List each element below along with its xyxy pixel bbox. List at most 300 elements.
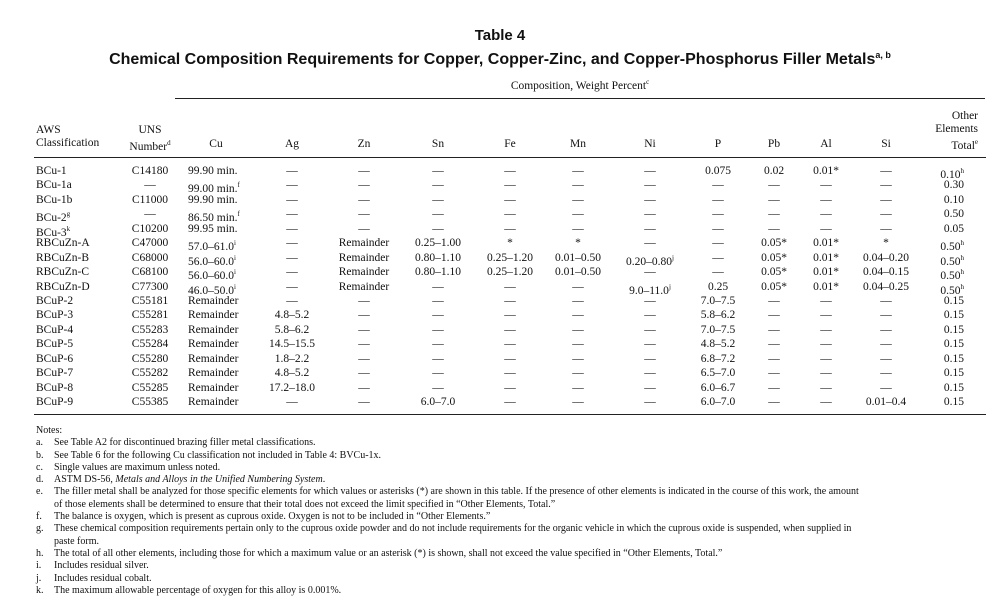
header-rule	[34, 157, 986, 158]
cell-p: 6.8–7.2	[700, 352, 736, 365]
cell-fe: 0.25–1.20	[487, 251, 533, 264]
cell-si: —	[880, 222, 892, 235]
cell-ni: —	[644, 193, 656, 206]
note-text: These chemical composition requirements pertain only to the cuprous oxide powder and do not include requirements for the organic vehicle in which the cuprous oxide is suspended, when supplied in	[54, 523, 852, 535]
cell-cu: 56.0–60.0$^i$	[188, 268, 236, 282]
cell-ag: —	[286, 280, 298, 293]
cell-other: 0.50	[943, 208, 964, 221]
cell-p: —	[712, 222, 724, 235]
cell-al: 0.01*	[813, 165, 839, 177]
cell-pb: —	[768, 338, 780, 351]
cell-ni: —	[644, 309, 656, 322]
composition-rule	[175, 98, 985, 99]
cell-ag: —	[286, 193, 298, 206]
note-text: The total of all other elements, including those for which a maximum value or an asterisk (*) is shown, shall not exceed the value specified in “Other Elements, Total.”	[54, 547, 723, 559]
cell-zn: —	[358, 323, 370, 336]
note-letter: g.	[36, 523, 44, 535]
cell-si: —	[880, 309, 892, 322]
cell-aws: BCu-1	[36, 165, 67, 177]
cell-si: —	[880, 352, 892, 365]
table-row	[0, 207, 1000, 225]
cell-sn: —	[432, 193, 444, 206]
cell-pb: —	[768, 222, 780, 235]
cell-mn: —	[572, 294, 584, 307]
cell-cu: 99.00 min.$^f$	[188, 181, 240, 196]
note-item	[36, 462, 986, 474]
note-item	[36, 560, 986, 572]
cell-cu: Remainder	[188, 294, 239, 307]
table-row	[0, 352, 1000, 366]
note-letter: j.	[36, 572, 42, 584]
header-al: Al	[820, 138, 832, 150]
cell-zn: Remainder	[338, 237, 390, 250]
cell-mn: —	[572, 323, 584, 336]
cell-p: 0.075	[705, 165, 731, 177]
cell-ag: 4.8–5.2	[274, 309, 310, 322]
cell-si: —	[880, 381, 892, 394]
note-letter: k.	[36, 584, 44, 596]
note-text: Includes residual cobalt.	[54, 572, 152, 584]
notes-heading: Notes:	[36, 425, 63, 436]
cell-si: —	[880, 179, 892, 192]
cell-sn: —	[432, 309, 444, 322]
cell-al: —	[820, 323, 832, 336]
cell-ni: —	[644, 237, 656, 250]
cell-aws: BCuP-3	[36, 309, 74, 322]
cell-al: —	[820, 179, 832, 192]
cell-fe: —	[504, 352, 516, 365]
cell-sn: —	[432, 367, 444, 380]
note-tail: .	[322, 474, 326, 486]
cell-ni: —	[644, 338, 656, 351]
cell-ag: —	[286, 237, 298, 250]
cell-p: —	[712, 179, 724, 192]
cell-ag: —	[286, 251, 298, 264]
cell-ni: —	[644, 165, 656, 177]
note-text: The balance is oxygen, which is present as cuprous oxide. Oxygen is not to be included in “Other Elements.”	[54, 511, 491, 523]
cell-sn: 0.80–1.10	[415, 251, 461, 264]
cell-uns: C11000	[132, 193, 168, 206]
cell-other: 0.15	[943, 352, 964, 365]
cell-aws: BCuP-2	[36, 294, 74, 307]
table-row	[0, 395, 1000, 409]
cell-uns: C55280	[131, 352, 169, 365]
cell-pb: —	[768, 208, 780, 221]
cell-cu: Remainder	[188, 352, 239, 365]
cell-ni: —	[644, 222, 656, 235]
cell-si: —	[880, 165, 892, 177]
cell-uns: C55284	[131, 338, 169, 351]
cell-cu: Remainder	[188, 338, 239, 351]
cell-p: 6.0–7.0	[700, 396, 736, 408]
cell-mn: —	[572, 222, 584, 235]
header-pb: Pb	[767, 138, 781, 150]
cell-cu: Remainder	[188, 381, 239, 394]
header-sn: Sn	[431, 138, 445, 150]
cell-other: 0.15	[943, 381, 964, 394]
cell-zn: —	[358, 396, 370, 408]
cell-fe: —	[504, 165, 516, 177]
table-number: Table 4	[474, 27, 526, 44]
note-item	[36, 523, 986, 535]
cell-cu: 56.0–60.0$^i$	[188, 253, 236, 268]
note-text: Single values are maximum unless noted.	[54, 461, 221, 473]
cell-p: —	[712, 266, 724, 279]
cell-al: —	[820, 396, 832, 408]
cell-zn: —	[358, 179, 370, 192]
cell-mn: —	[572, 352, 584, 365]
cell-al: —	[820, 352, 832, 365]
cell-al: —	[820, 309, 832, 322]
cell-ni: —	[644, 179, 656, 192]
cell-other: 0.15	[943, 396, 964, 408]
cell-p: —	[712, 251, 724, 264]
cell-pb: 0.02	[763, 165, 785, 177]
cell-zn: Remainder	[338, 266, 390, 279]
cell-other: 0.50$^h$	[940, 253, 964, 268]
header-mn: Mn	[570, 138, 586, 150]
cell-sn: —	[432, 280, 444, 293]
table-title	[0, 26, 1000, 70]
cell-si: —	[880, 294, 892, 307]
table-row	[0, 323, 1000, 337]
cell-mn: —	[572, 208, 584, 221]
note-item	[36, 585, 986, 597]
cell-ag: —	[286, 266, 298, 279]
cell-zn: —	[358, 352, 370, 365]
caption-footnote-marks: a, b	[875, 50, 891, 60]
cell-sn: 6.0–7.0	[420, 396, 456, 408]
table-row	[0, 337, 1000, 351]
cell-zn: Remainder	[338, 280, 390, 293]
cell-pb: —	[768, 309, 780, 322]
cell-mn: *	[575, 237, 581, 250]
cell-fe: —	[504, 280, 516, 293]
cell-mn: —	[572, 309, 584, 322]
note-item	[36, 573, 986, 585]
cell-aws: BCu-3$^k$	[36, 224, 71, 239]
cell-uns: C68100	[131, 266, 169, 279]
cell-ni: —	[644, 294, 656, 307]
note-letter: h.	[36, 547, 44, 559]
cell-ni: —	[644, 367, 656, 380]
cell-si: 0.04–0.15	[863, 266, 909, 279]
cell-uns: C55283	[131, 323, 169, 336]
cell-al: 0.01*	[813, 266, 839, 279]
cell-zn: Remainder	[338, 251, 390, 264]
cell-aws: BCu-1a	[36, 179, 72, 192]
cell-aws: BCuP-9	[36, 396, 74, 408]
cell-sn: 0.80–1.10	[415, 266, 461, 279]
cell-sn: —	[432, 165, 444, 177]
cell-uns: C77300	[131, 280, 169, 293]
cell-fe: —	[504, 367, 516, 380]
cell-fe: —	[504, 294, 516, 307]
cell-cu: 46.0–50.0$^i$	[188, 282, 236, 297]
cell-aws: BCu-1b	[36, 193, 73, 206]
cell-uns: —	[144, 179, 156, 192]
cell-ni: —	[644, 381, 656, 394]
cell-p: 6.5–7.0	[700, 367, 736, 380]
note-item	[36, 450, 986, 462]
table-row	[0, 251, 1000, 268]
header-fe: Fe	[504, 138, 516, 150]
note-text: The maximum allowable percentage of oxygen for this alloy is 0.001%.	[54, 584, 342, 596]
cell-cu: Remainder	[188, 323, 239, 336]
cell-si: —	[880, 193, 892, 206]
cell-fe: —	[504, 338, 516, 351]
cell-sn: —	[432, 179, 444, 192]
cell-cu: Remainder	[188, 309, 239, 322]
cell-sn: —	[432, 338, 444, 351]
cell-al: 0.01*	[813, 237, 839, 250]
cell-sn: —	[432, 381, 444, 394]
cell-mn: —	[572, 381, 584, 394]
cell-ag: 5.8–6.2	[274, 323, 310, 336]
cell-si: —	[880, 208, 892, 221]
cell-cu: 57.0–61.0$^i$	[188, 239, 236, 254]
note-text: Includes residual silver.	[54, 560, 149, 572]
cell-fe: —	[504, 381, 516, 394]
cell-zn: —	[358, 193, 370, 206]
note-continuation: paste form.	[54, 535, 99, 547]
cell-sn: —	[432, 222, 444, 235]
header-aws: AWS Classification	[36, 124, 100, 149]
cell-ag: —	[286, 294, 298, 307]
cell-aws: BCu-2$^g$	[36, 210, 71, 225]
note-item	[36, 486, 986, 498]
note-italic-text: Metals and Alloys in the Unified Numbering System	[115, 474, 323, 486]
cell-other: 0.50$^h$	[940, 239, 964, 254]
note-letter: i.	[36, 560, 42, 572]
cell-sn: —	[432, 208, 444, 221]
cell-aws: RBCuZn-B	[36, 251, 90, 264]
table-row	[0, 222, 1000, 239]
cell-al: —	[820, 208, 832, 221]
cell-pb: —	[768, 193, 780, 206]
cell-mn: —	[572, 367, 584, 380]
cell-fe: —	[504, 396, 516, 408]
cell-mn: 0.01–0.50	[555, 251, 601, 264]
cell-uns: C14180	[131, 165, 169, 177]
cell-mn: —	[572, 338, 584, 351]
note-letter: b.	[36, 449, 44, 461]
cell-al: —	[820, 381, 832, 394]
cell-aws: BCuP-5	[36, 338, 74, 351]
cell-si: *	[883, 237, 889, 250]
cell-ni: —	[644, 323, 656, 336]
cell-uns: C68000	[131, 251, 169, 264]
cell-fe: —	[504, 193, 516, 206]
cell-zn: —	[358, 222, 370, 235]
cell-cu: 99.90 min.	[188, 165, 238, 177]
note-continuation: of those elements shall be determined to ensure that their total does not exceed the limit specified in “Other Elements, Total.”	[54, 498, 556, 510]
cell-al: —	[820, 222, 832, 235]
note-text: The filler metal shall be analyzed for those specific elements for which values or asterisks (*) are shown in this table. If the presence of other elements is indicated in the course of this work, the amount	[54, 486, 859, 498]
note-item	[36, 511, 986, 523]
header-ag: Ag	[284, 138, 300, 150]
cell-ag: —	[286, 222, 298, 235]
cell-si: 0.04–0.20	[863, 251, 909, 264]
cell-other: 0.15	[943, 309, 964, 322]
cell-al: 0.01*	[813, 251, 839, 264]
cell-pb: —	[768, 367, 780, 380]
cell-zn: —	[358, 294, 370, 307]
cell-ag: —	[286, 179, 298, 192]
cell-fe: 0.25–1.20	[487, 266, 533, 279]
header-cu: Cu	[209, 138, 223, 150]
header-si: Si	[881, 138, 891, 150]
cell-ni: 9.0–11.0$^j$	[629, 282, 671, 297]
table-row	[0, 193, 1000, 207]
cell-aws: RBCuZn-D	[36, 280, 90, 293]
note-item	[36, 548, 986, 560]
cell-pb: 0.05*	[761, 251, 787, 264]
cell-mn: —	[572, 193, 584, 206]
cell-pb: —	[768, 323, 780, 336]
cell-fe: —	[504, 323, 516, 336]
cell-mn: —	[572, 280, 584, 293]
notes-list	[36, 437, 986, 597]
cell-other: 0.05	[943, 222, 964, 235]
table-row	[0, 294, 1000, 308]
cell-mn: —	[572, 165, 584, 177]
cell-ni: 0.20–0.80$^j$	[626, 253, 674, 268]
cell-uns: C10200	[131, 222, 169, 235]
cell-pb: —	[768, 396, 780, 408]
cell-mn: —	[572, 396, 584, 408]
cell-ni: —	[644, 396, 656, 408]
cell-aws: RBCuZn-A	[36, 237, 90, 250]
cell-ni: —	[644, 352, 656, 365]
cell-pb: —	[768, 352, 780, 365]
table-row	[0, 280, 1000, 297]
cell-other: 0.15	[943, 294, 964, 307]
cell-other: 0.10	[943, 193, 964, 206]
cell-ag: —	[286, 208, 298, 221]
table-caption: Chemical Composition Requirements for Copper, Copper-Zinc, and Copper-Phosphorus Filler Metals$^{a, b}$	[109, 50, 891, 68]
cell-si: 0.04–0.25	[863, 280, 909, 293]
cell-ag: 14.5–15.5	[269, 338, 315, 351]
cell-al: 0.01*	[813, 280, 839, 293]
cell-uns: C47000	[131, 237, 169, 250]
cell-p: —	[712, 193, 724, 206]
cell-uns: C55282	[131, 367, 169, 380]
note-letter: f.	[36, 511, 42, 523]
cell-ag: 17.2–18.0	[269, 381, 315, 394]
cell-fe: —	[504, 179, 516, 192]
cell-p: —	[712, 208, 724, 221]
cell-sn: 0.25–1.00	[415, 237, 461, 250]
cell-p: 7.0–7.5	[700, 323, 736, 336]
cell-zn: —	[358, 338, 370, 351]
cell-pb: 0.05*	[761, 237, 787, 250]
cell-uns: C55385	[131, 396, 169, 408]
table-row	[0, 236, 1000, 254]
cell-cu: Remainder	[188, 396, 239, 408]
cell-p: 6.0–6.7	[700, 381, 736, 394]
cell-p: —	[712, 237, 724, 250]
cell-aws: BCuP-4	[36, 323, 74, 336]
table-row	[0, 366, 1000, 380]
cell-pb: 0.05*	[761, 266, 787, 279]
table-row	[0, 178, 1000, 196]
cell-mn: —	[572, 179, 584, 192]
table-body	[0, 164, 1000, 409]
cell-ni: —	[644, 266, 656, 279]
cell-aws: BCuP-7	[36, 367, 74, 380]
table-row	[0, 164, 1000, 181]
cell-pb: —	[768, 179, 780, 192]
composition-header: Composition, Weight Percent$^c$	[510, 78, 650, 92]
cell-ni: —	[644, 208, 656, 221]
cell-mn: 0.01–0.50	[555, 266, 601, 279]
cell-cu: 99.95 min.	[188, 222, 238, 235]
cell-uns: —	[144, 208, 156, 221]
cell-fe: —	[504, 309, 516, 322]
note-item	[36, 437, 986, 449]
cell-other: 0.50$^h$	[940, 268, 964, 282]
header-p: P	[714, 138, 722, 150]
header-ni: Ni	[644, 138, 656, 150]
cell-zn: —	[358, 165, 370, 177]
cell-other: 0.10$^h$	[940, 167, 964, 181]
cell-uns: C55281	[131, 309, 169, 322]
note-text: See Table A2 for discontinued brazing filler metal classifications.	[54, 437, 316, 449]
cell-al: —	[820, 294, 832, 307]
cell-si: —	[880, 367, 892, 380]
notes-section	[36, 425, 986, 597]
cell-si: —	[880, 323, 892, 336]
header-other-elements-total: Other Elements Total$^e$	[935, 110, 978, 152]
cell-aws: BCuP-8	[36, 381, 74, 394]
header-zn: Zn	[357, 138, 371, 150]
cell-si: —	[880, 338, 892, 351]
cell-sn: —	[432, 294, 444, 307]
note-letter: d.	[36, 474, 44, 486]
cell-al: —	[820, 193, 832, 206]
cell-cu: Remainder	[188, 367, 239, 380]
cell-pb: —	[768, 381, 780, 394]
table-row	[0, 308, 1000, 322]
cell-al: —	[820, 367, 832, 380]
cell-pb: 0.05*	[761, 280, 787, 293]
cell-aws: RBCuZn-C	[36, 266, 90, 279]
note-item	[36, 474, 986, 486]
cell-si: 0.01–0.4	[865, 396, 907, 408]
cell-fe: *	[507, 237, 513, 250]
cell-cu: 86.50 min.$^f$	[188, 210, 240, 225]
cell-other: 0.15	[943, 338, 964, 351]
cell-ag: —	[286, 396, 298, 408]
cell-p: 7.0–7.5	[700, 294, 736, 307]
cell-uns: C55181	[131, 294, 169, 307]
cell-other: 0.15	[943, 367, 964, 380]
cell-zn: —	[358, 381, 370, 394]
cell-zn: —	[358, 367, 370, 380]
cell-p: 5.8–6.2	[700, 309, 736, 322]
cell-cu: 99.90 min.	[188, 193, 238, 206]
cell-zn: —	[358, 208, 370, 221]
cell-other: 0.15	[943, 323, 964, 336]
cell-aws: BCuP-6	[36, 352, 74, 365]
cell-sn: —	[432, 352, 444, 365]
cell-pb: —	[768, 294, 780, 307]
cell-ag: 4.8–5.2	[274, 367, 310, 380]
cell-p: 0.25	[707, 280, 729, 293]
cell-sn: —	[432, 323, 444, 336]
cell-ag: 1.8–2.2	[274, 352, 310, 365]
